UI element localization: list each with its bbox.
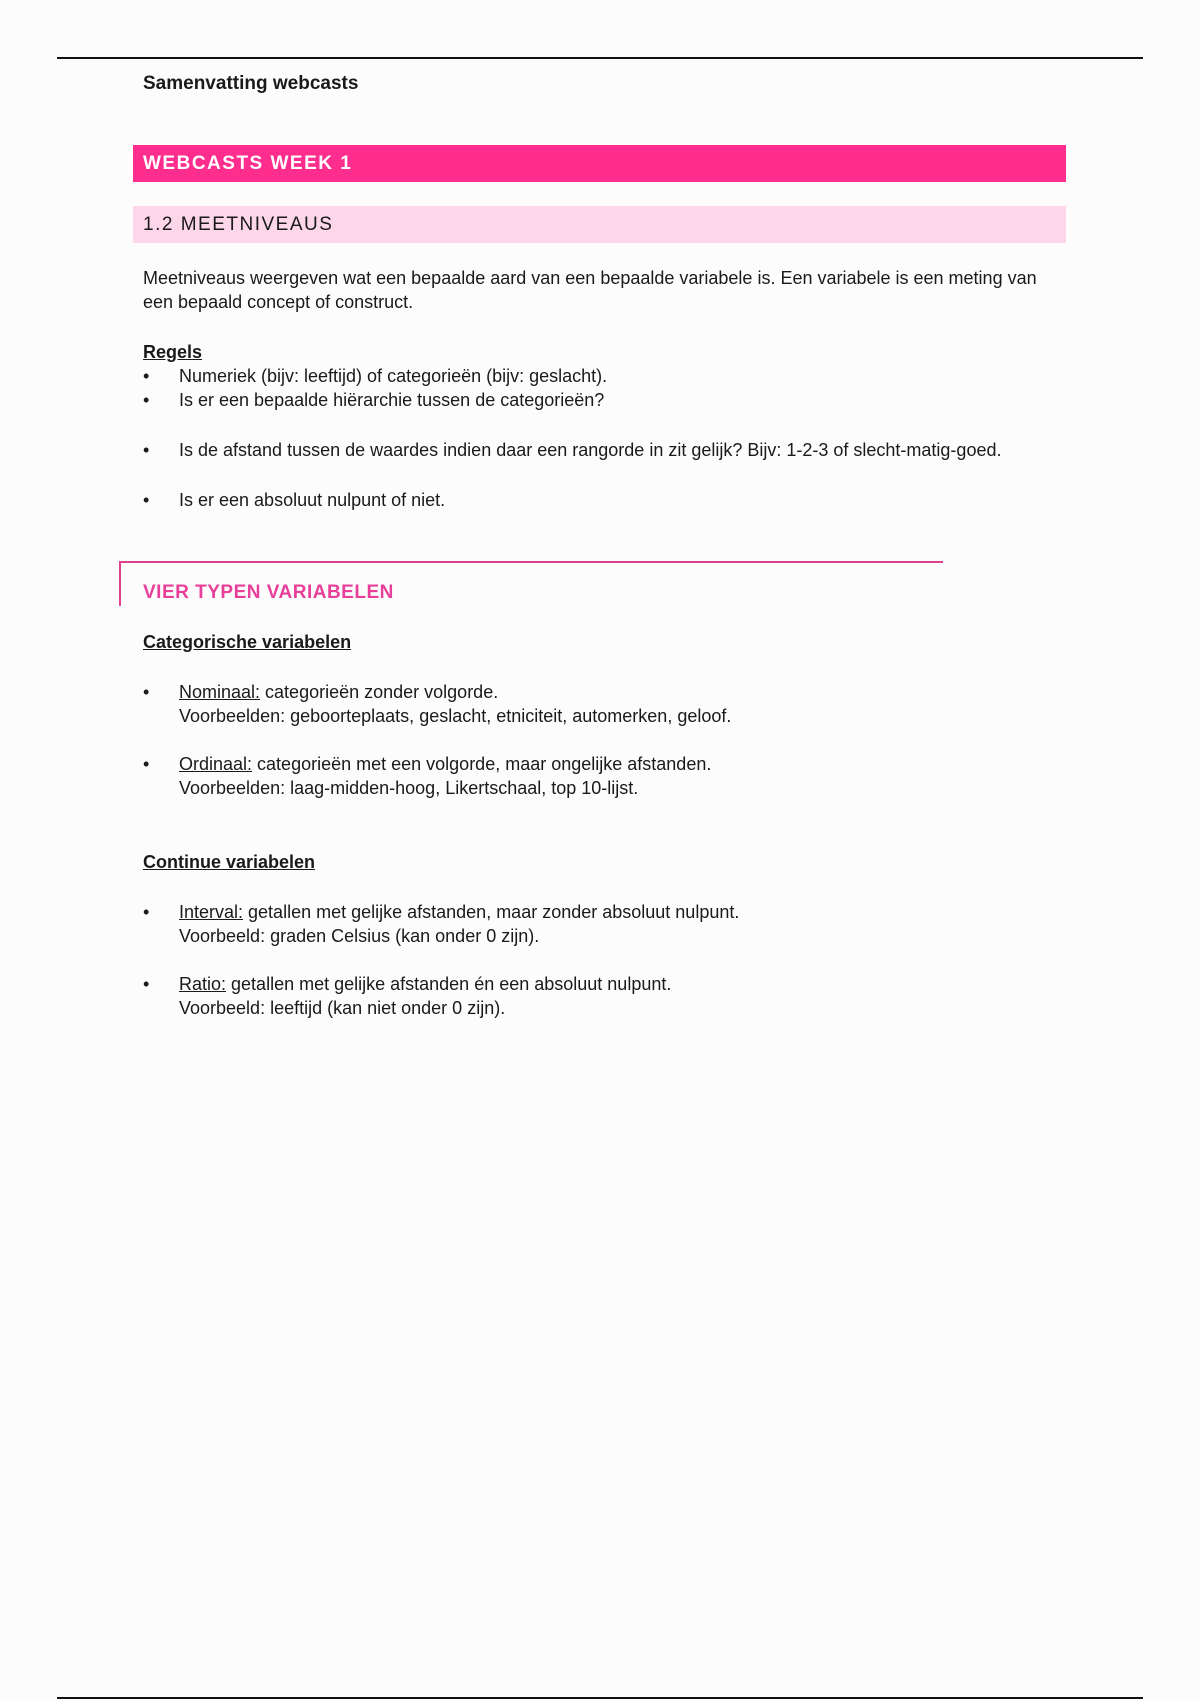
- list-item: • Ratio: getallen met gelijke afstanden én een absoluut nulpunt. Voorbeeld: leeftijd (kan niet onder 0 zijn).: [143, 972, 1063, 1020]
- list-item: • Ordinaal: categorieën met een volgorde, maar ongelijke afstanden. Voorbeelden: laag-midden-hoog, Likertschaal, top 10-lijst.: [143, 752, 1063, 800]
- continuous-list: [143, 900, 1063, 1020]
- list-item: • Is er een bepaalde hiërarchie tussen de categorieën?: [143, 388, 1063, 412]
- categorical-block: [143, 630, 1063, 800]
- week-heading-band: WEBCASTS WEEK 1: [133, 145, 1066, 182]
- list-item: • Numeriek (bijv: leeftijd) of categorieën (bijv: geslacht).: [143, 364, 1063, 388]
- list-item: • Interval: getallen met gelijke afstanden, maar zonder absoluut nulpunt. Voorbeeld: graden Celsius (kan onder 0 zijn).: [143, 900, 1063, 948]
- regels-block: [143, 340, 1063, 512]
- intro-paragraph: Meetniveaus weergeven wat een bepaalde aard van een bepaalde variabele is. Een variabele is een meting van een bepaald concept of construct.: [143, 268, 1037, 312]
- list-item: • Is de afstand tussen de waardes indien daar een rangorde in zit gelijk? Bijv: 1-2-3 of slecht-matig-goed.: [143, 438, 1063, 462]
- continuous-block: [143, 850, 1063, 1020]
- regels-list: [143, 364, 1063, 512]
- bottom-rule: [57, 1697, 1143, 1699]
- section-heading-band: 1.2 MEETNIVEAUS: [133, 206, 1066, 243]
- section-divider: [119, 561, 943, 563]
- continuous-heading: Continue variabelen: [143, 852, 316, 872]
- categorical-list: [143, 680, 1063, 800]
- section-divider-edge: [119, 561, 121, 606]
- regels-heading: Regels: [143, 342, 203, 362]
- document-title: Samenvatting webcasts: [143, 73, 359, 94]
- types-section-title: VIER TYPEN VARIABELEN: [143, 582, 394, 603]
- top-rule: [57, 57, 1143, 59]
- list-item: • Nominaal: categorieën zonder volgorde. Voorbeelden: geboorteplaats, geslacht, etniciteit, automerken, geloof.: [143, 680, 1063, 728]
- categorical-heading: Categorische variabelen: [143, 632, 352, 652]
- list-item: • Is er een absoluut nulpunt of niet.: [143, 488, 1063, 512]
